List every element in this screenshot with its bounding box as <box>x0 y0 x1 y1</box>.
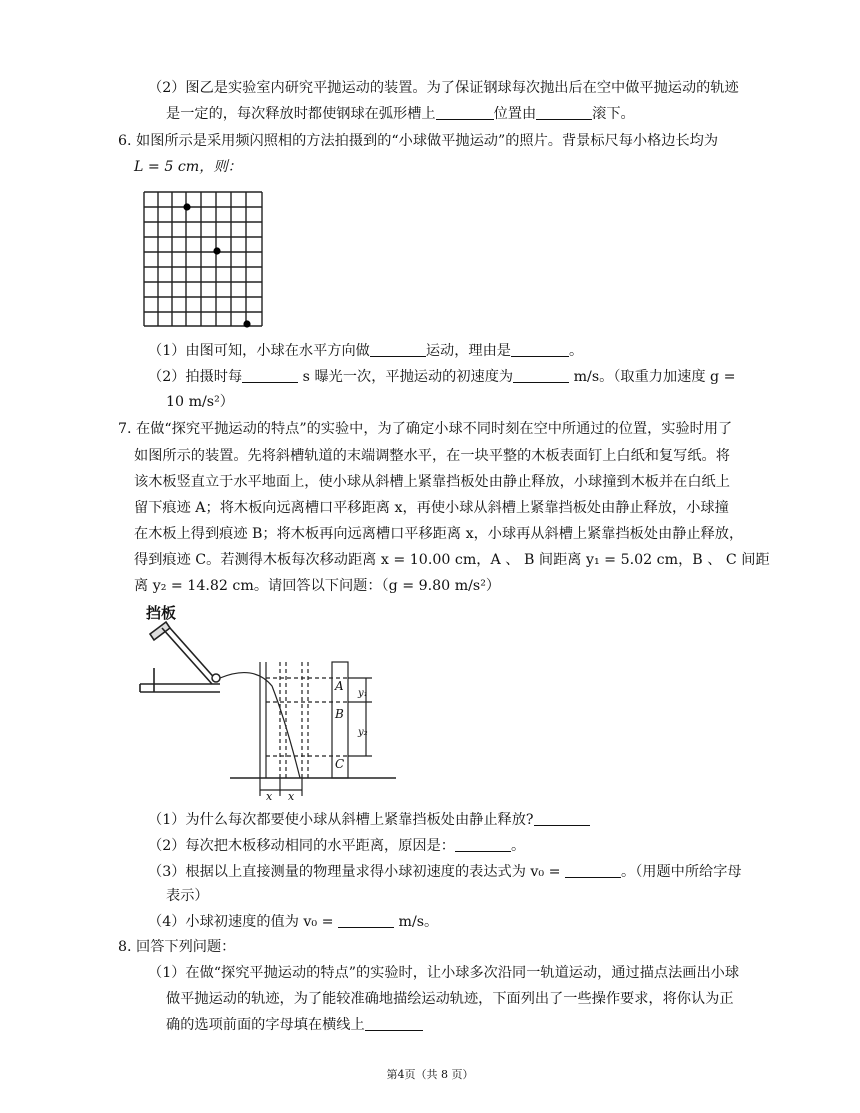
ball-position-3 <box>243 320 250 327</box>
ball <box>212 674 220 682</box>
label-y2: y₂ <box>358 727 368 738</box>
answer-blank[interactable] <box>365 1016 423 1031</box>
q7-stem-line3: 该木板竖直立于水平地面上，使小球从斜槽上紧靠挡板处由静止释放，小球撞到木板并在白纸上 <box>134 474 730 490</box>
q6-part2-line2: 10 m/s²） <box>166 394 234 410</box>
label-y1: y₁ <box>358 688 368 699</box>
mark-B: B <box>335 707 344 721</box>
answer-blank[interactable] <box>338 913 394 928</box>
label-x-1: x <box>266 790 273 803</box>
answer-blank[interactable] <box>565 863 621 878</box>
q7-part3-line1: （3）根据以上直接测量的物理量求得小球初速度的表达式为 v₀ = 。（用题中所给字母 <box>148 864 742 880</box>
answer-blank[interactable] <box>513 368 569 383</box>
answer-blank[interactable] <box>242 368 298 383</box>
answer-blank[interactable] <box>436 105 494 120</box>
answer-blank[interactable] <box>536 105 592 120</box>
q6-stem-line1: 6. 如图所示是采用频闪照相的方法拍摄到的“小球做平抛运动”的照片。背景标尺每小格边长均为 <box>118 133 719 149</box>
q7-stem-line2: 如图所示的装置。先将斜槽轨道的末端调整水平，在一块平整的木板表面钉上白纸和复写纸。将 <box>134 448 730 464</box>
q7-part2: （2）每次把木板移动相同的水平距离，原因是： 。 <box>148 838 526 854</box>
q5-part2-line2: 是一定的，每次释放时都使钢球在弧形槽上 位置由 滚下。 <box>166 106 635 122</box>
q6-part1: （1）由图可知，小球在水平方向做 运动，理由是 。 <box>148 343 584 359</box>
label-x-2: x <box>288 790 295 803</box>
q7-stem-line7: 离 y₂ = 14.82 cm。请回答以下问题：（g = 9.80 m/s²） <box>134 578 501 594</box>
q7-stem-line5: 在木板上得到痕迹 B；将木板再向远离槽口平移距离 x，小球再从斜槽上紧靠挡板处由静止释放， <box>134 526 744 542</box>
page-footer: 第4页（共 8 页） <box>386 1068 474 1081</box>
q8-stem: 8. 回答下列问题： <box>118 939 236 955</box>
q6-stem-line2: L = 5 cm，则： <box>134 159 242 175</box>
ball-position-1 <box>183 203 190 210</box>
ball-position-2 <box>213 247 220 254</box>
q7-stem-line1: 7. 在做“探究平抛运动的特点”的实验中，为了确定小球不同时刻在空中所通过的位置，实验时用了 <box>118 421 733 437</box>
q7-part4: （4）小球初速度的值为 v₀ = m/s。 <box>148 914 439 930</box>
q8-part1-line3: 确的选项前面的字母填在横线上 <box>166 1015 423 1035</box>
answer-blank[interactable] <box>455 837 511 852</box>
q5-part2-line1: （2）图乙是实验室内研究平抛运动的装置。为了保证钢球每次抛出后在空中做平抛运动的轨迹 <box>148 80 739 96</box>
q7-part1: （1）为什么每次都要使小球从斜槽上紧靠挡板处由静止释放? <box>148 810 590 830</box>
strobe-photo-grid <box>142 190 266 330</box>
answer-blank[interactable] <box>534 811 590 826</box>
baffle-label: 挡板 <box>146 604 177 622</box>
q7-part3-line2: 表示） <box>166 888 209 904</box>
q8-part1-line2: 做平抛运动的轨迹，为了能较准确地描绘运动轨迹，下面列出了一些操作要求，将你认为正 <box>166 991 734 1007</box>
q8-part1-line1: （1）在做“探究平抛运动的特点”的实验时，让小球多次沿同一轨道运动，通过描点法画出小球 <box>148 965 740 981</box>
q7-stem-line6: 得到痕迹 C。若测得木板每次移动距离 x = 10.00 cm，A 、 B 间距离 y₁ = 5.02 cm，B 、 C 间距 <box>134 552 770 568</box>
mark-A: A <box>335 679 344 693</box>
answer-blank[interactable] <box>370 342 426 357</box>
mark-C: C <box>335 757 345 771</box>
experiment-apparatus-diagram <box>134 598 424 804</box>
q6-part2-line1: （2）拍摄时每 s 曝光一次，平抛运动的初速度为 m/s。（取重力加速度 g = <box>148 369 736 385</box>
answer-blank[interactable] <box>511 342 569 357</box>
q7-stem-line4: 留下痕迹 A；将木板向远离槽口平移距离 x，再使小球从斜槽上紧靠挡板处由静止释放，小球撞 <box>134 500 729 516</box>
